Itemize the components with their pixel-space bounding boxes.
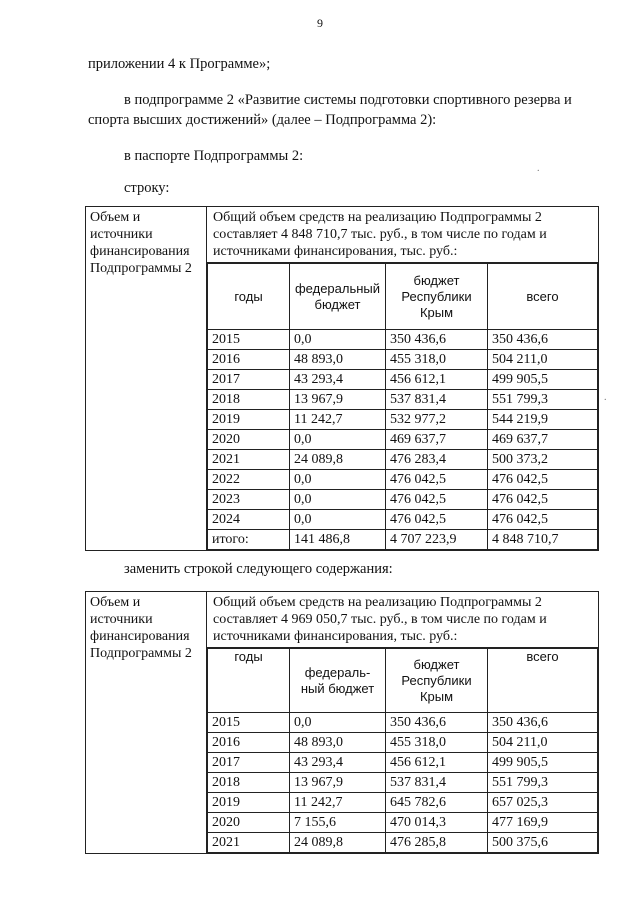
- cell-federal: 0,0: [290, 490, 386, 510]
- header-years: годы: [208, 649, 290, 713]
- scan-speck: .: [604, 392, 607, 403]
- cell-total: 499 905,5: [488, 753, 598, 773]
- table-row: [208, 530, 598, 550]
- intro-line: составляет 4 969 050,7 тыс. руб., в том числе по годам и: [213, 612, 547, 627]
- cell-crimea: 537 831,4: [386, 390, 488, 410]
- cell-year: 2017: [208, 753, 290, 773]
- cell-year: итого:: [208, 530, 290, 550]
- cell-year: 2023: [208, 490, 290, 510]
- intro-line: Общий объем средств на реализацию Подпрограммы 2: [213, 210, 542, 225]
- cell-federal: 13 967,9: [290, 390, 386, 410]
- funding-breakdown-cell: [207, 648, 599, 854]
- cell-crimea: 455 318,0: [386, 350, 488, 370]
- table-row: [208, 753, 598, 773]
- cell-year: 2015: [208, 330, 290, 350]
- cell-year: 2019: [208, 410, 290, 430]
- cell-year: 2019: [208, 793, 290, 813]
- cell-federal: 24 089,8: [290, 450, 386, 470]
- header-federal: федеральный бюджет: [290, 264, 386, 330]
- cell-year: 2017: [208, 370, 290, 390]
- table-row: [208, 470, 598, 490]
- cell-year: 2015: [208, 713, 290, 733]
- cell-total: 350 436,6: [488, 330, 598, 350]
- cell-federal: 0,0: [290, 510, 386, 530]
- cell-crimea: 350 436,6: [386, 713, 488, 733]
- table-row: [208, 350, 598, 370]
- intro-line: составляет 4 848 710,7 тыс. руб., в том числе по годам и: [213, 227, 547, 242]
- cell-federal: 13 967,9: [290, 773, 386, 793]
- header-federal: федераль-ный бюджет: [290, 649, 386, 713]
- scan-speck: .: [537, 163, 540, 174]
- cell-total: 499 905,5: [488, 370, 598, 390]
- table-row: [208, 793, 598, 813]
- cell-total: 551 799,3: [488, 773, 598, 793]
- funding-label-line: Подпрограммы 2: [90, 261, 192, 276]
- table-row: [208, 733, 598, 753]
- intro-line: источниками финансирования, тыс. руб.:: [213, 244, 458, 259]
- cell-year: 2020: [208, 430, 290, 450]
- cell-federal: 43 293,4: [290, 753, 386, 773]
- table-row: [208, 450, 598, 470]
- cell-crimea: 456 612,1: [386, 753, 488, 773]
- cell-total: 551 799,3: [488, 390, 598, 410]
- intro-line: источниками финансирования, тыс. руб.:: [213, 629, 458, 644]
- funding-label-line: Объем и: [90, 595, 141, 610]
- paragraph-subprogram-2-line2: спорта высших достижений» (далее – Подпрограмма 2):: [88, 112, 437, 128]
- table-row: [208, 833, 598, 853]
- cell-federal: 43 293,4: [290, 370, 386, 390]
- cell-crimea: 455 318,0: [386, 733, 488, 753]
- cell-crimea: 476 042,5: [386, 490, 488, 510]
- paragraph-annex-ref: приложении 4 к Программе»;: [88, 56, 271, 72]
- cell-crimea: 645 782,6: [386, 793, 488, 813]
- cell-year: 2016: [208, 350, 290, 370]
- cell-total: 476 042,5: [488, 490, 598, 510]
- cell-year: 2020: [208, 813, 290, 833]
- cell-federal: 7 155,6: [290, 813, 386, 833]
- cell-federal: 141 486,8: [290, 530, 386, 550]
- funding-label-line: источники: [90, 612, 153, 627]
- cell-total: 350 436,6: [488, 713, 598, 733]
- cell-federal: 0,0: [290, 470, 386, 490]
- cell-crimea: 537 831,4: [386, 773, 488, 793]
- paragraph-replace: заменить строкой следующего содержания:: [124, 561, 393, 577]
- header-total: всего: [488, 264, 598, 330]
- cell-federal: 48 893,0: [290, 733, 386, 753]
- intro-line: Общий объем средств на реализацию Подпрограммы 2: [213, 595, 542, 610]
- cell-year: 2024: [208, 510, 290, 530]
- table-row: [208, 370, 598, 390]
- cell-year: 2021: [208, 450, 290, 470]
- cell-total: 504 211,0: [488, 733, 598, 753]
- funding-intro: [207, 207, 599, 263]
- funding-intro: [207, 592, 599, 648]
- cell-total: 500 373,2: [488, 450, 598, 470]
- cell-total: 504 211,0: [488, 350, 598, 370]
- header-crimea: бюджет Республики Крым: [386, 264, 488, 330]
- cell-federal: 0,0: [290, 330, 386, 350]
- paragraph-line-label: строку:: [124, 180, 170, 196]
- table-row: [208, 490, 598, 510]
- cell-federal: 0,0: [290, 430, 386, 450]
- cell-federal: 0,0: [290, 713, 386, 733]
- header-years: годы: [208, 264, 290, 330]
- cell-federal: 11 242,7: [290, 410, 386, 430]
- cell-total: 476 042,5: [488, 470, 598, 490]
- funding-label-line: финансирования: [90, 629, 190, 644]
- table-row: [208, 390, 598, 410]
- paragraph-passport: в паспорте Подпрограммы 2:: [124, 148, 304, 164]
- table-row: [208, 773, 598, 793]
- table-row: [208, 430, 598, 450]
- funding-breakdown-table: [207, 648, 598, 853]
- cell-total: 476 042,5: [488, 510, 598, 530]
- funding-label-line: финансирования: [90, 244, 190, 259]
- funding-label-line: Объем и: [90, 210, 141, 225]
- cell-crimea: 532 977,2: [386, 410, 488, 430]
- funding-label-cell: [86, 592, 207, 854]
- header-crimea: бюджет Республики Крым: [386, 649, 488, 713]
- cell-year: 2018: [208, 773, 290, 793]
- cell-crimea: 476 042,5: [386, 470, 488, 490]
- header-total: всего: [488, 649, 598, 713]
- table-row: [208, 330, 598, 350]
- table-row: [208, 713, 598, 733]
- cell-total: 477 169,9: [488, 813, 598, 833]
- cell-crimea: 470 014,3: [386, 813, 488, 833]
- funding-breakdown-cell: [207, 263, 599, 551]
- funding-table-old: [85, 206, 599, 551]
- funding-table-new: [85, 591, 599, 854]
- cell-crimea: 469 637,7: [386, 430, 488, 450]
- cell-crimea: 476 285,8: [386, 833, 488, 853]
- cell-year: 2018: [208, 390, 290, 410]
- cell-crimea: 4 707 223,9: [386, 530, 488, 550]
- cell-total: 500 375,6: [488, 833, 598, 853]
- cell-year: 2022: [208, 470, 290, 490]
- paragraph-subprogram-2-line1: в подпрограмме 2 «Развитие системы подготовки спортивного резерва и: [124, 92, 572, 108]
- cell-federal: 24 089,8: [290, 833, 386, 853]
- cell-crimea: 350 436,6: [386, 330, 488, 350]
- cell-total: 4 848 710,7: [488, 530, 598, 550]
- funding-breakdown-table: [207, 263, 598, 550]
- cell-crimea: 476 042,5: [386, 510, 488, 530]
- cell-crimea: 456 612,1: [386, 370, 488, 390]
- funding-label-line: источники: [90, 227, 153, 242]
- cell-total: 657 025,3: [488, 793, 598, 813]
- table-row: [208, 510, 598, 530]
- cell-total: 544 219,9: [488, 410, 598, 430]
- page-number: 9: [317, 16, 323, 30]
- cell-year: 2021: [208, 833, 290, 853]
- cell-federal: 11 242,7: [290, 793, 386, 813]
- table-row: [208, 813, 598, 833]
- cell-year: 2016: [208, 733, 290, 753]
- funding-label-line: Подпрограммы 2: [90, 646, 192, 661]
- cell-crimea: 476 283,4: [386, 450, 488, 470]
- funding-label-cell: [86, 207, 207, 551]
- cell-federal: 48 893,0: [290, 350, 386, 370]
- table-row: [208, 410, 598, 430]
- cell-total: 469 637,7: [488, 430, 598, 450]
